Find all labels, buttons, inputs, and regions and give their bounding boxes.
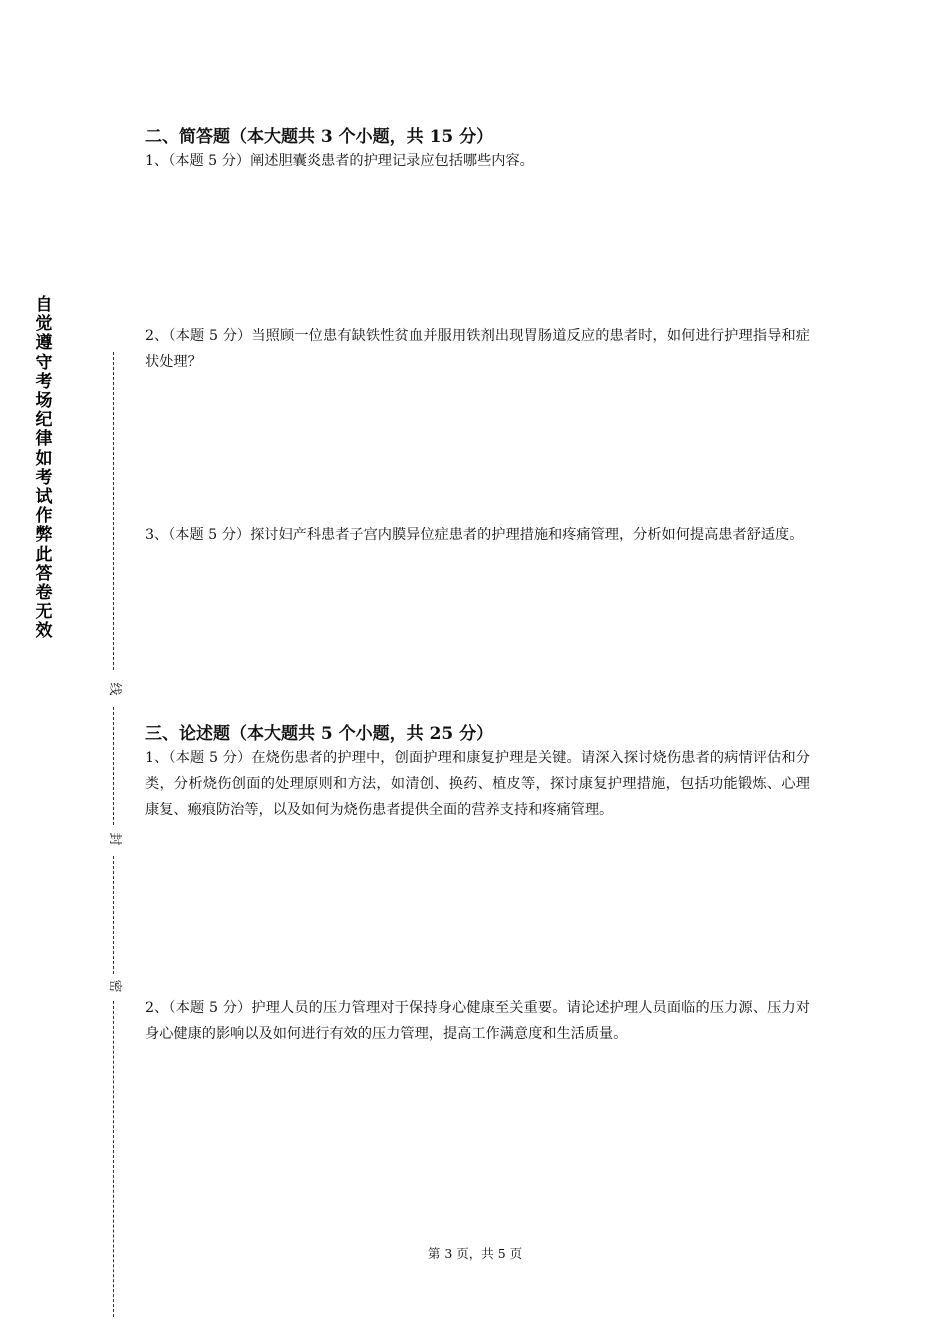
seal-dashed-line-bottom [113,1001,114,1317]
page-number: 第 3 页，共 5 页 [427,1246,523,1261]
question-3-2: 2、（本题 5 分）护理人员的压力管理对于保持身心健康至关重要。请论述护理人员面临的压力源、压力对身心健康的影响以及如何进行有效的压力管理，提高工作满意度和生活质量。 [145,1000,810,1042]
seal-mark-seal: 封 [107,832,122,846]
question-2-3: 3、（本题 5 分）探讨妇产科患者子宫内膜异位症患者的护理措施和疼痛管理，分析如何提高患者舒适度。 [145,527,804,543]
question-2-1: 1、（本题 5 分）阐述胆囊炎患者的护理记录应包括哪些内容。 [145,153,534,169]
question-2-2: 2、（本题 5 分）当照顾一位患有缺铁性贫血并服用铁剂出现胃肠道反应的患者时，如何进行护理指导和症状处理？ [145,328,810,370]
seal-mark-line: 线 [107,682,122,696]
seal-dashed-line-lower [113,856,114,974]
question-3-1: 1、（本题 5 分）在烧伤患者的护理中，创面护理和康复护理是关键。请深入探讨烧伤患者的病情评估和分类，分析烧伤创面的处理原则和方法，如清创、换药、植皮等，探讨康复护理措施，包括功能锻炼、心理康复、瘢痕防治等，以及如何为烧伤患者提供全面的营养支持和疼痛管理。 [145,750,810,818]
section-heading-essay: 三、论述题（本大题共 5 个小题，共 25 分） [145,724,494,744]
seal-dashed-line-top [113,352,114,670]
seal-dashed-line-middle [113,707,114,825]
seal-mark-secret: 密 [107,979,122,993]
section-heading-short-answer: 二、简答题（本大题共 3 个小题，共 15 分） [145,127,494,147]
exam-discipline-warning: 自觉遵守考场纪律如考试作弊此答卷无效 [35,295,53,642]
